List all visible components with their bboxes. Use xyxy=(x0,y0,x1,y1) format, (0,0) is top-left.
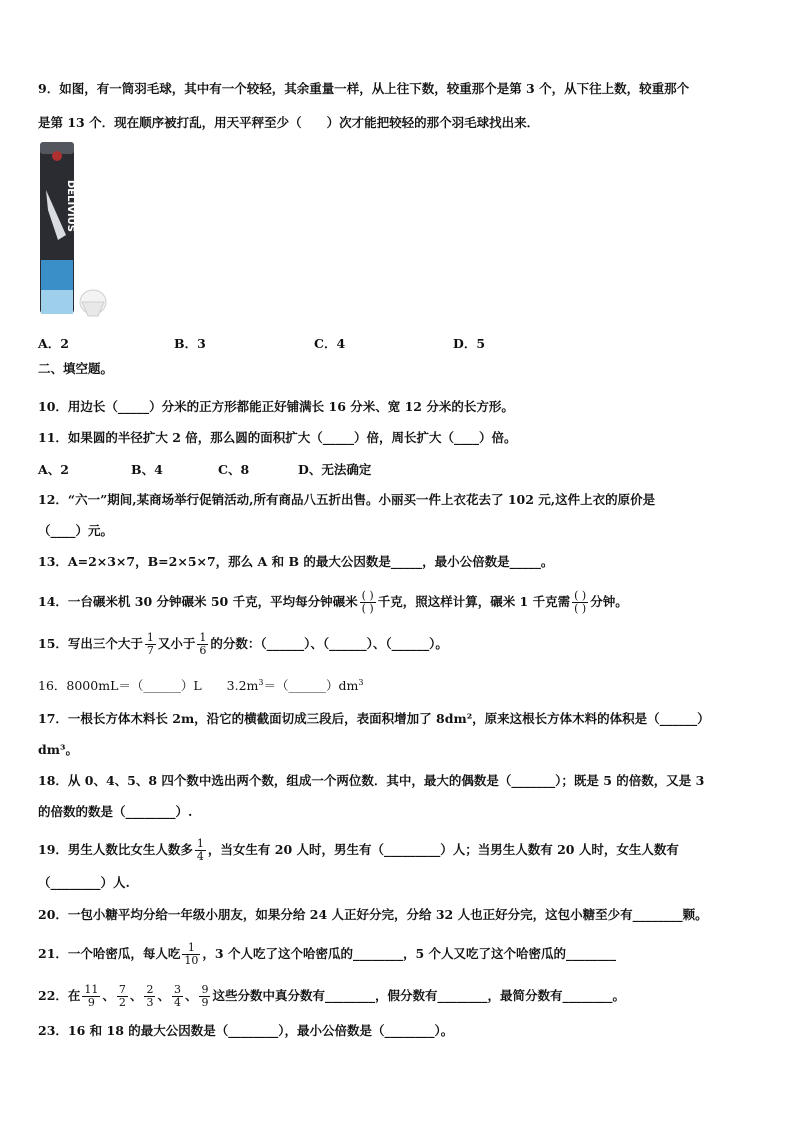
q22-frac3-num: 2 xyxy=(146,983,154,996)
q22 xyxy=(38,984,625,1009)
q15-fraction-1 xyxy=(145,632,156,657)
q22-frac1-num: 11 xyxy=(84,983,99,996)
q16 xyxy=(38,674,363,695)
q16-exp-1: 3 xyxy=(258,678,264,687)
q21-frac-den: 10 xyxy=(184,954,199,967)
q21-text-2: ，3 个人吃了这个哈密瓜的________，5 个人又吃了这个哈密瓜的________ xyxy=(202,946,617,961)
q9-option-d: D．5 xyxy=(453,336,486,351)
q22-frac1-den: 9 xyxy=(87,996,95,1009)
q22-frac2-num: 7 xyxy=(118,983,126,996)
q18-line2: 的倍数的数是（________）. xyxy=(38,804,193,819)
q19-frac-den: 4 xyxy=(196,850,204,863)
q22-fraction-5 xyxy=(199,984,210,1009)
section-2-heading: 二、填空题。 xyxy=(38,361,114,376)
q19-frac-num: 1 xyxy=(196,837,204,850)
q14-fraction-2 xyxy=(572,590,588,615)
q9-option-c: C．4 xyxy=(314,336,346,351)
q22-frac2-den: 2 xyxy=(118,996,126,1009)
q22-text-1: 22．在 xyxy=(38,988,81,1003)
q22-sep: 、 xyxy=(129,988,143,1003)
q15-text-1: 15．写出三个大于 xyxy=(38,636,143,651)
q14 xyxy=(38,590,628,615)
q20: 20．一包小糖平均分给一年级小朋友，如果分给 24 人正好分完，分给 32 人也正好分完，这包小糖至少有________颗。 xyxy=(38,907,708,922)
q9-line2: 是第 13 个．现在顺序被打乱，用天平秤至少（ ）次才能把较轻的那个羽毛球找出来． xyxy=(38,115,540,130)
q16-text-2: ＝（______）dm xyxy=(263,678,359,694)
q14-frac1-den: ( ) xyxy=(361,602,374,615)
q14-frac2-den: ( ) xyxy=(574,602,587,615)
q21-frac-num: 1 xyxy=(182,942,200,955)
q11-option-c: C、8 xyxy=(218,462,250,477)
q9-option-b: B．3 xyxy=(174,336,206,351)
q22-frac4-num: 3 xyxy=(173,983,181,996)
q17-line2: dm³。 xyxy=(38,742,78,757)
q22-fraction-1 xyxy=(82,984,100,1009)
q11-option-a: A、2 xyxy=(38,462,69,477)
q11-option-d: D、无法确定 xyxy=(298,462,372,477)
q18-line1: 18．从 0、4、5、8 四个数中选出两个数，组成一个两位数．其中，最大的偶数是（_______）；既是 5 的倍数，又是 3 xyxy=(38,773,705,788)
q19-text-1: 19．男生人数比女生人数多 xyxy=(38,842,193,857)
q15-text-2: 又小于 xyxy=(157,636,196,651)
q15-frac2-den: 6 xyxy=(199,644,207,657)
q19-text-2: ，当女生有 20 人时，男生有（_________）人；当男生人数有 20 人时，女生人数有 xyxy=(207,842,679,857)
q22-sep: 、 xyxy=(157,988,170,1003)
q22-frac5-den: 9 xyxy=(201,996,209,1009)
q15-frac1-num: 1 xyxy=(146,631,154,644)
q21-fraction xyxy=(182,942,200,967)
tube-brand-text: DELIVIUS xyxy=(65,180,76,233)
q15-text-3: 的分数：（______）、（______）、（______）。 xyxy=(210,636,448,651)
q14-text-3: 分钟。 xyxy=(590,594,628,609)
q15-frac1-den: 7 xyxy=(146,644,154,657)
q9-option-a: A．2 xyxy=(38,336,69,351)
q22-frac4-den: 4 xyxy=(173,996,181,1009)
q15-frac2-num: 1 xyxy=(199,631,207,644)
q14-frac2-num: ( ) xyxy=(574,589,587,602)
q22-fraction-4 xyxy=(172,984,183,1009)
q21 xyxy=(38,942,616,967)
q22-frac3-den: 3 xyxy=(146,996,154,1009)
q14-fraction-1 xyxy=(360,590,376,615)
q12-line1: 12．“六一”期间,某商场举行促销活动,所有商品八五折出售。小丽买一件上衣花去了 102 元,这件上衣的原价是 xyxy=(38,492,656,507)
q11-option-b: B、4 xyxy=(131,462,163,477)
q19-fraction xyxy=(195,838,206,863)
q10: 10．用边长（_____）分米的正方形都能正好铺满长 16 分米、宽 12 分米的长方形。 xyxy=(38,399,514,414)
q22-fraction-3 xyxy=(144,984,155,1009)
q15-fraction-2 xyxy=(197,632,208,657)
q9-line1: 9．如图，有一筒羽毛球，其中有一个较轻，其余重量一样，从上往下数，较重那个是第 3 个，从下往上数，较重那个 xyxy=(38,81,690,96)
q22-sep: 、 xyxy=(102,988,115,1003)
q11: 11．如果圆的半径扩大 2 倍，那么圆的面积扩大（_____）倍，周长扩大（____）倍。 xyxy=(38,430,517,445)
q23: 23．16 和 18 的最大公因数是（________），最小公倍数是（________）。 xyxy=(38,1023,454,1038)
q22-text-2: 这些分数中真分数有________，假分数有________，最简分数有________。 xyxy=(212,988,625,1003)
q19-line2: （________）人. xyxy=(38,875,130,890)
q14-text-2: 千克，照这样计算，碾米 1 千克需 xyxy=(377,594,571,609)
q16-exp-2: 3 xyxy=(358,678,364,687)
q19-line1 xyxy=(38,838,679,863)
q13: 13．A=2×3×7，B=2×5×7，那么 A 和 B 的最大公因数是_____，最小公倍数是_____。 xyxy=(38,554,554,569)
q21-text-1: 21．一个哈密瓜，每人吃 xyxy=(38,946,181,961)
q15 xyxy=(38,632,448,657)
q14-text-1: 14．一台碾米机 30 分钟碾米 50 千克，平均每分钟碾米 xyxy=(38,594,358,609)
q22-fraction-2 xyxy=(117,984,128,1009)
q17-line1: 17．一根长方体木料长 2m，沿它的横截面切成三段后，表面积增加了 8dm²，原来这根长方体木料的体积是（______） xyxy=(38,711,710,726)
q14-frac1-num: ( ) xyxy=(361,589,374,602)
q22-sep: 、 xyxy=(184,988,198,1003)
q22-frac5-num: 9 xyxy=(201,983,209,996)
q16-text-1: 16．8000mL＝（______）L 3.2m xyxy=(38,678,259,694)
shuttlecock-tube-image xyxy=(38,140,110,322)
q12-line2: （____）元。 xyxy=(38,523,114,538)
